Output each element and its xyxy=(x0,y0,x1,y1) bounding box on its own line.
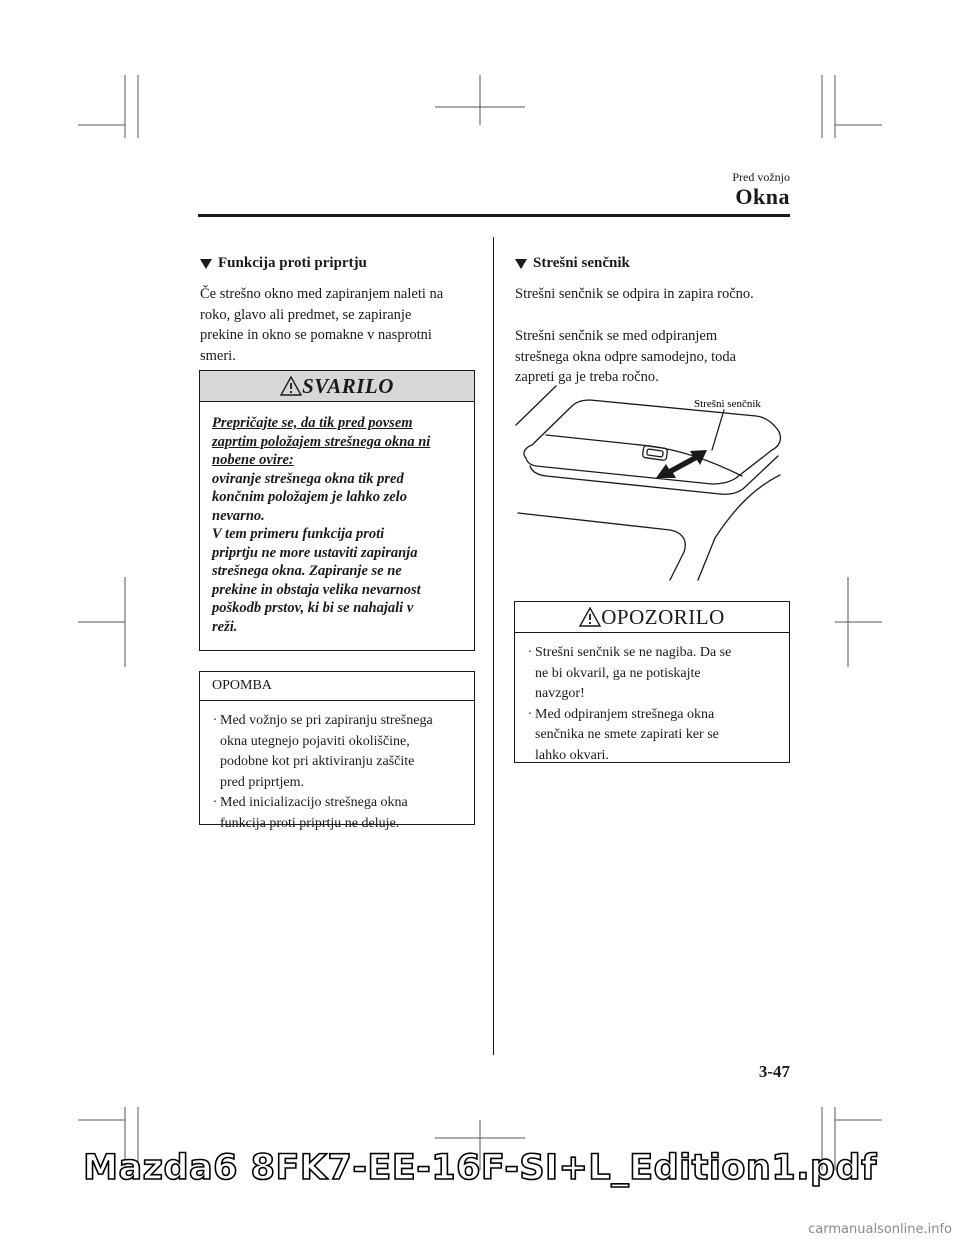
section-heading-anti-pinch: Funkcija proti priprtju xyxy=(200,255,367,272)
caution-title: OPOZORILO xyxy=(601,604,725,629)
list-item: · Med vožnjo se pri zapiranju strešnega okna utegnejo pojaviti okoliščine, podobne kot pri aktiviranju zaščite pred priprtjem. xyxy=(212,713,433,790)
page-title: Okna xyxy=(735,184,790,209)
footer-filename: Mazda6 8FK7-EE-16F-SI+L_Edition1.pdf xyxy=(83,1148,877,1188)
caution-text xyxy=(515,633,789,776)
caution-header xyxy=(515,602,789,633)
warning-box xyxy=(199,370,475,651)
double-arrow-icon xyxy=(656,450,707,478)
page-number: 3-47 xyxy=(758,1062,790,1081)
note-box xyxy=(199,671,475,831)
sunshade-paragraph-1: Strešni senčnik se odpira in zapira ročno. xyxy=(515,286,754,302)
warning-text: Prepričajte se, da tik pred povsem zaprtim položajem strešnega okna ni nobene ovire: oviranje strešnega okna tik pred končnim položajem je lahko zelo nevarno. V tem primeru funkcija proti priprtju ne more ustaviti zapiranja strešnega okna. Zapiranje se ne prekine in obstaja velika nevarnost poškodb prstov, ki bi se nahajali v reži. xyxy=(212,415,431,635)
warning-triangle-icon xyxy=(280,376,302,396)
note-text xyxy=(200,701,474,842)
watermark: carmanualsonline.info xyxy=(808,1222,952,1237)
triangle-bullet-icon xyxy=(515,259,527,269)
column-divider xyxy=(493,237,494,1055)
sunshade-paragraph-2: Strešni senčnik se med odpiranjem strešnega okna odpre samodejno, toda zapreti ga je treba ročno. xyxy=(515,328,737,385)
section-heading-sunshade: Strešni senčnik xyxy=(515,255,630,272)
header-rule xyxy=(198,214,790,217)
figure-label: Strešni senčnik xyxy=(694,398,761,410)
sunshade-illustration xyxy=(510,380,795,590)
anti-pinch-paragraph: Če strešno okno med zapiranjem naleti na roko, glavo ali predmet, se zapiranje prekine in okno se pomakne v nasprotni smeri. xyxy=(200,286,444,364)
triangle-bullet-icon xyxy=(200,259,212,269)
warning-triangle-icon xyxy=(579,607,601,627)
list-item: · Strešni senčnik se ne nagiba. Da se ne bi okvaril, ga ne potiskajte navzgor! xyxy=(527,645,732,701)
caution-box xyxy=(514,601,790,763)
warning-title: SVARILO xyxy=(302,373,394,398)
header-section: Pred vožnjo xyxy=(732,170,790,184)
note-title: OPOMBA xyxy=(200,672,474,701)
list-item: · Med odpiranjem strešnega okna senčnika ne smete zapirati ker se lahko okvari. xyxy=(527,706,719,763)
list-item: · Med inicializacijo strešnega okna funkcija proti priprtju ne deluje. xyxy=(212,795,408,831)
warning-header xyxy=(200,371,474,402)
